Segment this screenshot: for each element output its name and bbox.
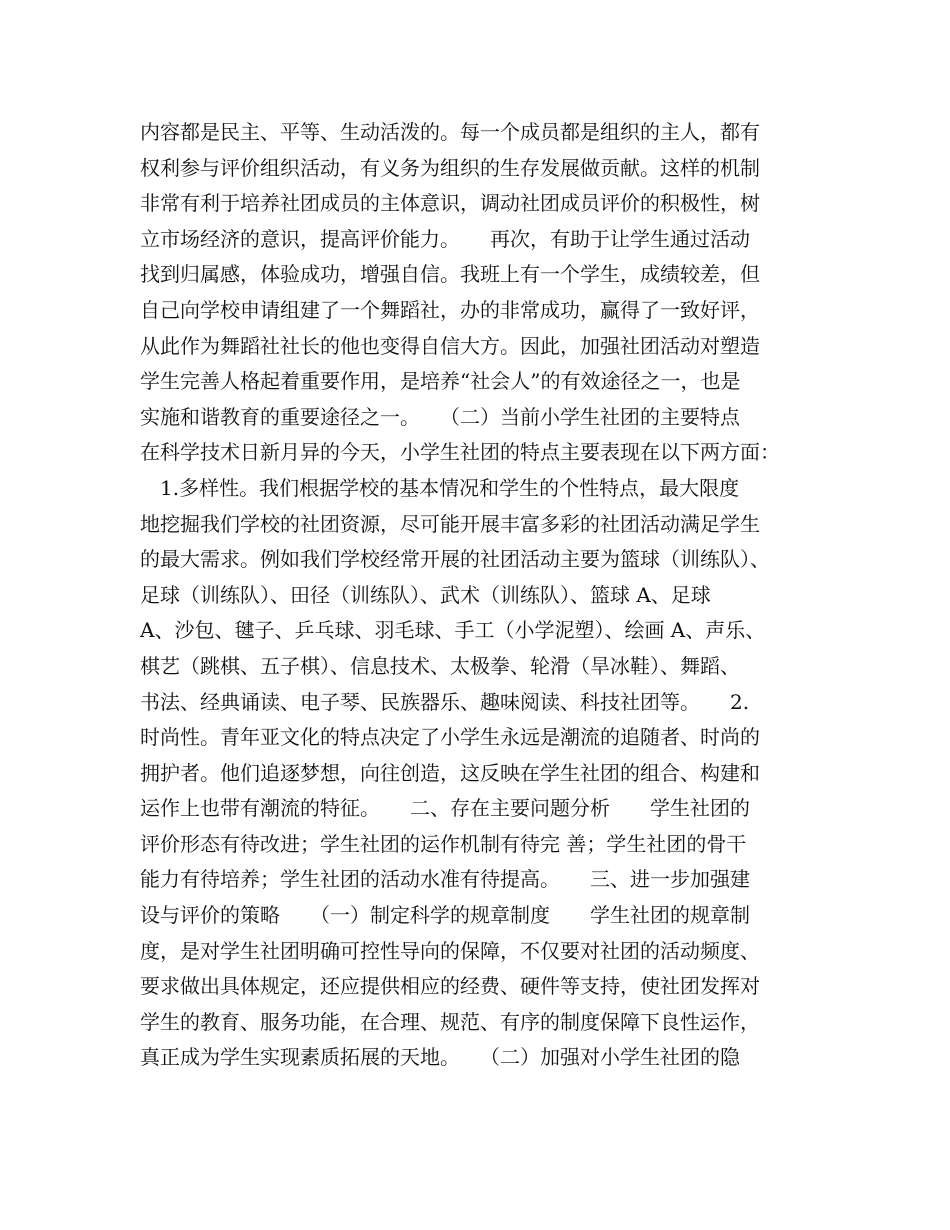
text-line: 运作上也带有潮流的特征。 二、存在主要问题分析 学生社团的 (140, 796, 750, 821)
text-line: 度，是对学生社团明确可控性导向的保障，不仅要对社团的活动频度、 (140, 938, 760, 963)
text-line: 从此作为舞蹈社社长的他也变得自信大方。因此，加强社团活动对塑造 (140, 333, 760, 358)
text-line: 实施和谐教育的重要途径之一。 （二）当前小学生社团的主要特点 (140, 404, 740, 429)
text-line: 立市场经济的意识，提高评价能力。 再次，有助于让学生通过活动 (140, 226, 750, 251)
text-line: 足球（训练队）、田径（训练队）、武术（训练队）、篮球 A、足球 (140, 582, 711, 607)
text-line: 能力有待培养；学生社团的活动水准有待提高。 三、进一步加强建 (140, 867, 750, 892)
body-text (140, 115, 840, 1076)
text-line: 时尚性。青年亚文化的特点决定了小学生永远是潮流的追随者、时尚的 (140, 725, 760, 750)
text-line: 的最大需求。例如我们学校经常开展的社团活动主要为篮球（训练队）、 (140, 547, 770, 572)
text-line: 内容都是民主、平等、生动活泼的。每一个成员都是组织的主人，都有 (140, 120, 760, 144)
text-line: A、沙包、毽子、乒乓球、羽毛球、手工（小学泥塑）、绘画 A、声乐、 (140, 618, 766, 643)
text-line: 在科学技术日新月异的今天，小学生社团的特点主要表现在以下两方面： (140, 440, 780, 465)
text-line: 真正成为学生实现素质拓展的天地。 （二）加强对小学生社团的隐 (140, 1045, 740, 1070)
text-line: 权利参与评价组织活动，有义务为组织的生存发展做贡献。这样的机制 (140, 155, 760, 180)
text-line: 要求做出具体规定，还应提供相应的经费、硬件等支持，使社团发挥对 (140, 974, 760, 999)
text-line: 地挖掘我们学校的社团资源，尽可能开展丰富多彩的社团活动满足学生 (140, 511, 760, 536)
text-line: 非常有利于培养社团成员的主体意识，调动社团成员评价的积极性，树 (140, 191, 760, 216)
text-line: 找到归属感，体验成功，增强自信。我班上有一个学生，成绩较差，但 (140, 262, 760, 287)
text-line: 棋艺（跳棋、五子棋）、信息技术、太极拳、轮滑（旱冰鞋）、舞蹈、 (140, 653, 740, 678)
text-line: 1.多样性。我们根据学校的基本情况和学生的个性特点，最大限度 (140, 475, 740, 500)
text-line: 学生的教育、服务功能，在合理、规范、有序的制度保障下良性运作， (140, 1009, 760, 1034)
text-line: 书法、经典诵读、电子琴、民族器乐、趣味阅读、科技社团等。 2. (140, 689, 750, 714)
text-line: 学生完善人格起着重要作用，是培养“社会人”的有效途径之一，也是 (140, 369, 741, 394)
text-line: 自己向学校申请组建了一个舞蹈社，办的非常成功，赢得了一致好评， (140, 297, 760, 322)
text-line: 评价形态有待改进；学生社团的运作机制有待完 善；学生社团的骨干 (140, 831, 747, 856)
text-line: 设与评价的策略 （一）制定科学的规章制度 学生社团的规章制 (140, 903, 750, 928)
text-line: 拥护者。他们追逐梦想，向往创造，这反映在学生社团的组合、构建和 (140, 760, 760, 785)
